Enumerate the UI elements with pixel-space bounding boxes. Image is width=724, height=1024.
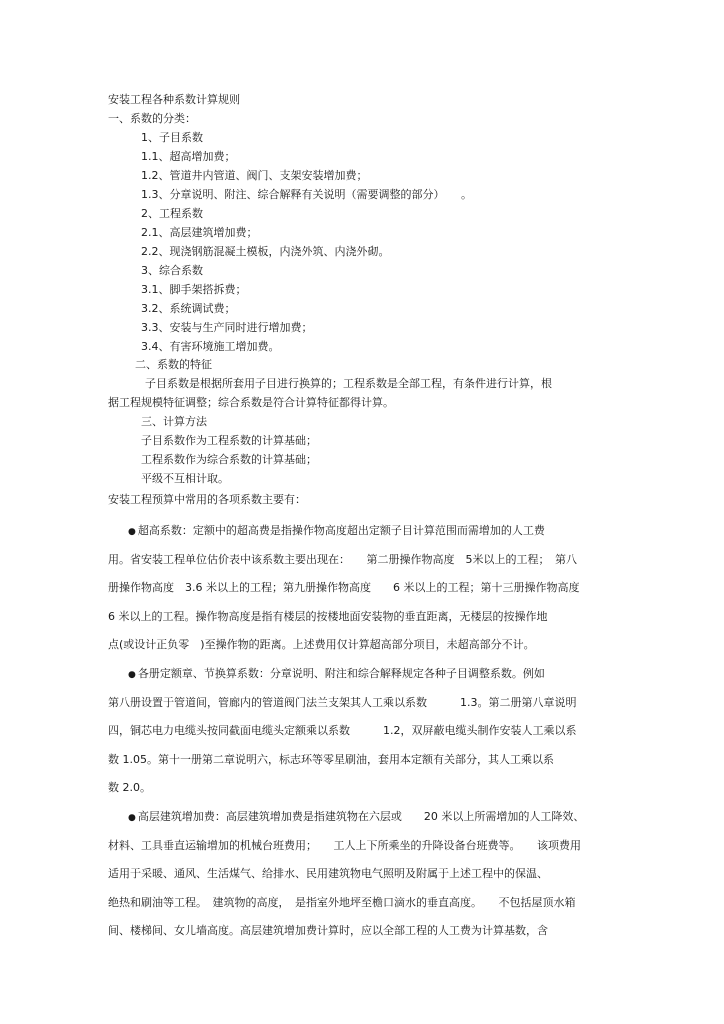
subheading-composite-coefficient: 3、综合系数 bbox=[141, 264, 203, 277]
bullet-paragraph-line: ● 各册定额章、节换算系数：分章说明、附注和综合解释规定各种子目调整系数。例如 bbox=[128, 667, 545, 682]
bullet-paragraph-line: ● 超高系数：定额中的超高费是指操作物高度超出定额子目计算范围而需增加的人工费 bbox=[128, 524, 545, 539]
list-item: 2.1、高层建筑增加费； bbox=[141, 226, 258, 239]
paragraph-line: 绝热和刷油等工程。 建筑物的高度， 是指室外地坪至檐口滴水的垂直高度。 不包括屋顶水箱 bbox=[108, 896, 576, 909]
list-item: 2.2、现浇钢筋混凝土模板，内浇外筑、内浇外砌。 bbox=[141, 245, 390, 258]
paragraph-line: 四，铜芯电力电缆头按同截面电缆头定额乘以系数 1.2，双屏蔽电缆头制作安装人工乘以系 bbox=[108, 724, 577, 737]
list-item: 子目系数作为工程系数的计算基础； bbox=[141, 434, 317, 447]
subheading-project-coefficient: 2、工程系数 bbox=[141, 207, 203, 220]
section-heading-characteristics: 二、系数的特征 bbox=[135, 358, 212, 371]
list-item: 3.4、有害环境施工增加费。 bbox=[141, 340, 280, 353]
paragraph-line: 数 1.05。第十一册第二章说明六，标志环等零星刷油，套用本定额有关部分，其人工乘以系 bbox=[108, 753, 554, 766]
paragraph-line: 材料、工具垂直运输增加的机械台班费用； 工人上下所乘坐的升降设备台班费等。 该项费用 bbox=[108, 839, 581, 852]
paragraph-line: 子目系数是根据所套用子目进行换算的；工程系数是全部工程，有条件进行计算，根 bbox=[145, 377, 552, 390]
list-item: 工程系数作为综合系数的计算基础； bbox=[141, 453, 317, 466]
intro-line: 安装工程预算中常用的各项系数主要有： bbox=[108, 493, 306, 506]
paragraph-line: 第八册设置于管道间，管廊内的管道阀门法兰支架其人工乘以系数 1.3。第二册第八章说明 bbox=[108, 696, 577, 709]
list-item: 平级不互相计取。 bbox=[141, 472, 229, 485]
bullet-paragraph-line: ● 高层建筑增加费：高层建筑增加费是指建筑物在六层或 20 米以上所需增加的人工降效、 bbox=[128, 810, 584, 825]
list-item: 3.2、系统调试费； bbox=[141, 302, 236, 315]
paragraph-line: 数 2.0。 bbox=[108, 781, 151, 794]
list-item: 1.2、管道井内管道、阀门、支架安装增加费； bbox=[141, 169, 368, 182]
paragraph-line: 用。省安装工程单位估价表中该系数主要出现在： 第二册操作物高度 5米以上的工程； 第八 bbox=[108, 553, 577, 566]
list-item: 1.1、超高增加费； bbox=[141, 150, 236, 163]
document-title: 安装工程各种系数计算规则 bbox=[108, 93, 240, 106]
list-item: 3.3、安装与生产同时进行增加费； bbox=[141, 321, 313, 334]
subheading-item-coefficient: 1、子目系数 bbox=[141, 131, 203, 144]
paragraph-line: 间、楼梯间、女儿墙高度。高层建筑增加费计算时，应以全部工程的人工费为计算基数，含 bbox=[108, 924, 548, 937]
paragraph-line: 6 米以上的工程。操作物高度是指有楼层的按楼地面安装物的垂直距离，无楼层的按操作地 bbox=[108, 610, 548, 623]
paragraph-line: 册操作物高度 3.6 米以上的工程；第九册操作物高度 6 米以上的工程；第十三册操作物高度 bbox=[108, 581, 580, 594]
paragraph-line: 据工程规模特征调整；综合系数是符合计算特征都得计算。 bbox=[108, 396, 394, 409]
list-item: 1.3、分章说明、附注、综合解释有关说明（需要调整的部分） 。 bbox=[141, 188, 472, 201]
paragraph-line: 适用于采暖、通风、生活煤气、给排水、民用建筑物电气照明及附属于上述工程中的保温、 bbox=[108, 867, 548, 880]
section-heading-classification: 一、系数的分类： bbox=[108, 112, 196, 125]
paragraph-line: 点(或设计正负零 )至操作物的距离。上述费用仅计算超高部分项目，未超高部分不计。 bbox=[108, 638, 535, 651]
section-heading-method: 三、计算方法 bbox=[141, 415, 207, 428]
list-item: 3.1、脚手架搭拆费； bbox=[141, 283, 247, 296]
